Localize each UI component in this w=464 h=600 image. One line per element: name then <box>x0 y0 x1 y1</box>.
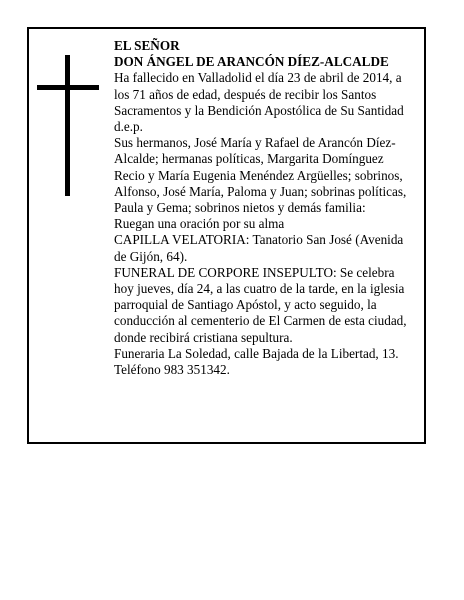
cross-horizontal-bar <box>37 85 99 90</box>
deceased-name: DON ÁNGEL DE ARANCÓN DÍEZ-ALCALDE <box>114 54 389 70</box>
obituary-text <box>114 38 416 378</box>
death-announcement: Ha fallecido en Valladolid el día 23 de abril de 2014, a los 71 años de edad, después de recibir los Santos Sacramentos y la Bendición Apostólica de Su Santidad d.e.p. <box>114 70 404 135</box>
prayer-request: Ruegan una oración por su alma <box>114 216 285 232</box>
funeral-info: FUNERAL DE CORPORE INSEPULTO: Se celebra hoy jueves, día 24, a las cuatro de la tarde, en la iglesia parroquial de Santiago Apóstol, y acto seguido, la conducción al cementerio de El Carmen de esta ciudad, donde recibirá cristiana sepultura. <box>114 264 407 345</box>
notice-title: EL SEÑOR <box>114 38 180 53</box>
cross-icon <box>37 55 99 196</box>
funeral-home-info: Funeraria La Soledad, calle Bajada de la Libertad, 13. Teléfono 983 351342. <box>114 345 399 378</box>
chapel-info: CAPILLA VELATORIA: Tanatorio San José (Avenida de Gijón, 64). <box>114 232 404 264</box>
family-list: Sus hermanos, José María y Rafael de Arancón Díez-Alcalde; hermanas políticas, Margarita Domínguez Recio y María Eugenia Menéndez Argüelles; sobrinos, Alfonso, José María, Paloma y Juan; sobrinas políticas, Paula y Gema; sobrinos nietos y demás familia: <box>114 135 407 216</box>
cross-vertical-bar <box>65 55 70 196</box>
